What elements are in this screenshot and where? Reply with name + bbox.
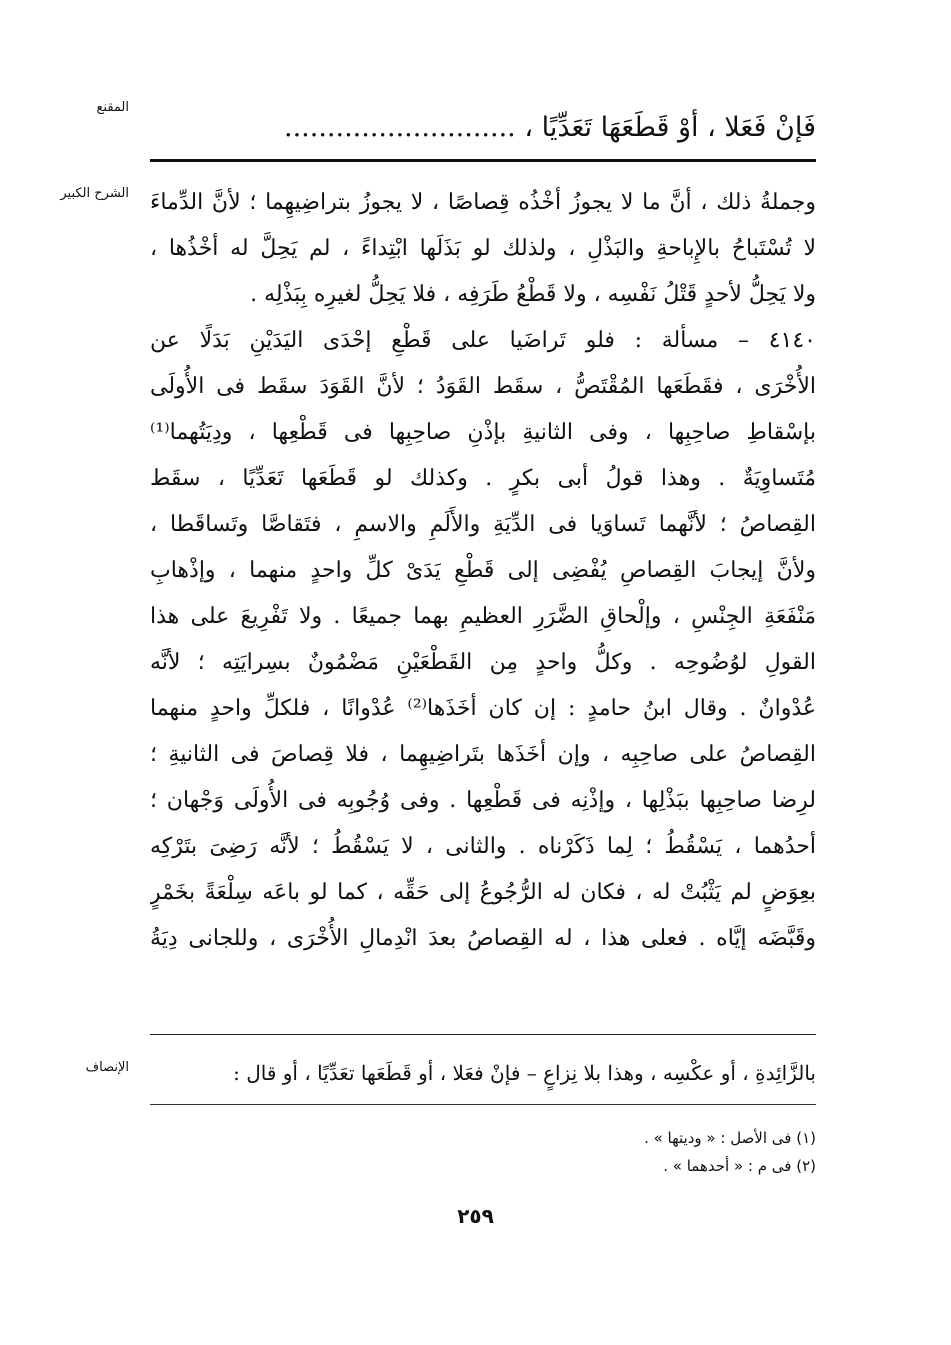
sharh-line: ولا يَحِلُّ لأحدٍ قَتْلُ نَفْسِه ، ولا قَطْعُ طَرَفِه ، فلا يَحِلُّ لغيرِه بِبَذْلِه . [250, 282, 816, 307]
muqni-separator [150, 159, 816, 162]
mas-ala-line: ٤١٤٠ – مسألة : فلو تَراضَيا على قَطْعِ إحْدَى اليَدَيْنِ بَدَلًا عن [150, 328, 816, 353]
muqni-label: المقنع [96, 100, 129, 115]
sharh-line: مَنْفَعَةِ الجِنْسِ ، وإلْحاقِ الضَّرَرِ العظيمِ بهما جميعًا . ولا تَفْرِيعَ على هذا [150, 604, 816, 629]
sharh-line: مُتَساوِيَةٌ . وهذا قولُ أبى بكرٍ . وكذلك لو قَطَعَها تَعَدِّيًا ، سقَط [150, 466, 816, 491]
sharh-line: الأُخْرَى ، فقَطَعَها المُقْتَصُّ ، سقَط القَوَدُ ؛ لأنَّ القَوَدَ سقَط فى الأُولَى [150, 374, 816, 399]
footnotes [480, 1124, 816, 1180]
insaf-text: بالزَّائِدةِ ، أو عكْسِه ، وهذا بلا نِزاعٍ – فإنْ فعَلا ، أو قَطَعَها تعَدِّيًا ، أو قال : [233, 1061, 816, 1085]
sharh-line: القِصاصُ على صاحِبِه ، وإن أخَذَها بتَراضِيهِما ، فلا قِصاصَ فى الثانيةِ ؛ [150, 742, 816, 767]
footnote: (١) فى الأصل : « وديتها » . [644, 1129, 816, 1147]
sharh-line: أحدُهما ، يَسْقُطُ ؛ لِما ذَكَرْناه . والثانى ، لا يَسْقُطُ ؛ لأنَّه رَضِىَ بتَرْكِه [150, 834, 816, 859]
sharh-text-block [150, 180, 816, 962]
sharh-line: ولأنَّ إيجابَ القِصاصِ يُفْضِى إلى قَطْعِ يَدَىْ كلِّ واحدٍ منهما ، وإذْهابِ [150, 558, 816, 583]
insaf-label: الإنصاف [85, 1060, 129, 1075]
sharh-separator [150, 1034, 816, 1035]
sharh-line: القولِ لوُضُوحِه . وكلُّ واحدٍ مِن القَطْعَيْنِ مَضْمُونٌ بسِرايَتِه ؛ لأنَّه [150, 650, 816, 675]
sharh-line: بعِوَضٍ لم يَثْبُتْ له ، فكان له الرُّجُوعُ إلى حَقِّه ، كما لو باعَه سِلْعَةً بخَمْرٍ [150, 880, 816, 905]
page-number: ٢٥٩ [457, 1204, 494, 1228]
sharh-line: لرِضا صاحِبِها ببَذْلِها ، وإذْنِه فى قَطْعِها . وفى وُجُوبِه فى الأُولَى وَجْهان ؛ [150, 788, 816, 813]
sharh-line: بإسْقاطِ صاحِبِها ، وفى الثانيةِ بإذْنِ صاحِبِها فى قَطْعِها ، ودِيَتُهما⁽¹⁾ [150, 420, 816, 445]
sharh-line: القِصاصُ ؛ لأنَّهما تَساوَيا فى الدِّيَةِ والأَلَمِ والاسمِ ، فتَقاصَّا وتَساقَطا ، [150, 512, 816, 537]
sharh-line: عُدْوانٌ . وقال ابنُ حامدٍ : إن كان أخَذَها⁽²⁾ عُدْوانًا ، فلكلِّ واحدٍ منهما [150, 696, 816, 721]
sharh-line: وجملةُ ذلك ، أنَّ ما لا يجوزُ أخْذُه قِصاصًا ، لا يجوزُ بتراضِيهِما ؛ لأنَّ الدِّماءَ [150, 190, 816, 215]
sharh-label: الشرح الكبير [60, 186, 129, 201]
footnote: (٢) فى م : « أحدهما » . [663, 1157, 816, 1175]
sharh-line: وقَبَّضَه إيَّاه . فعلى هذا ، له القِصاصُ بعدَ انْدِمالِ الأُخْرَى ، وللجانى دِيَةُ [150, 926, 816, 951]
muqni-text: فَإنْ فَعَلا ، أَوْ قَطَعَهَا تَعَدِّيًا ، ........................... [284, 112, 816, 143]
sharh-line: لا تُسْتَباحُ بالإِباحةِ والبَذْلِ ، ولذلك لو بَذَلَها ابْتِداءً ، لم يَحِلَّ له أخْذُها ، [150, 236, 816, 261]
footnote-separator [150, 1104, 816, 1105]
